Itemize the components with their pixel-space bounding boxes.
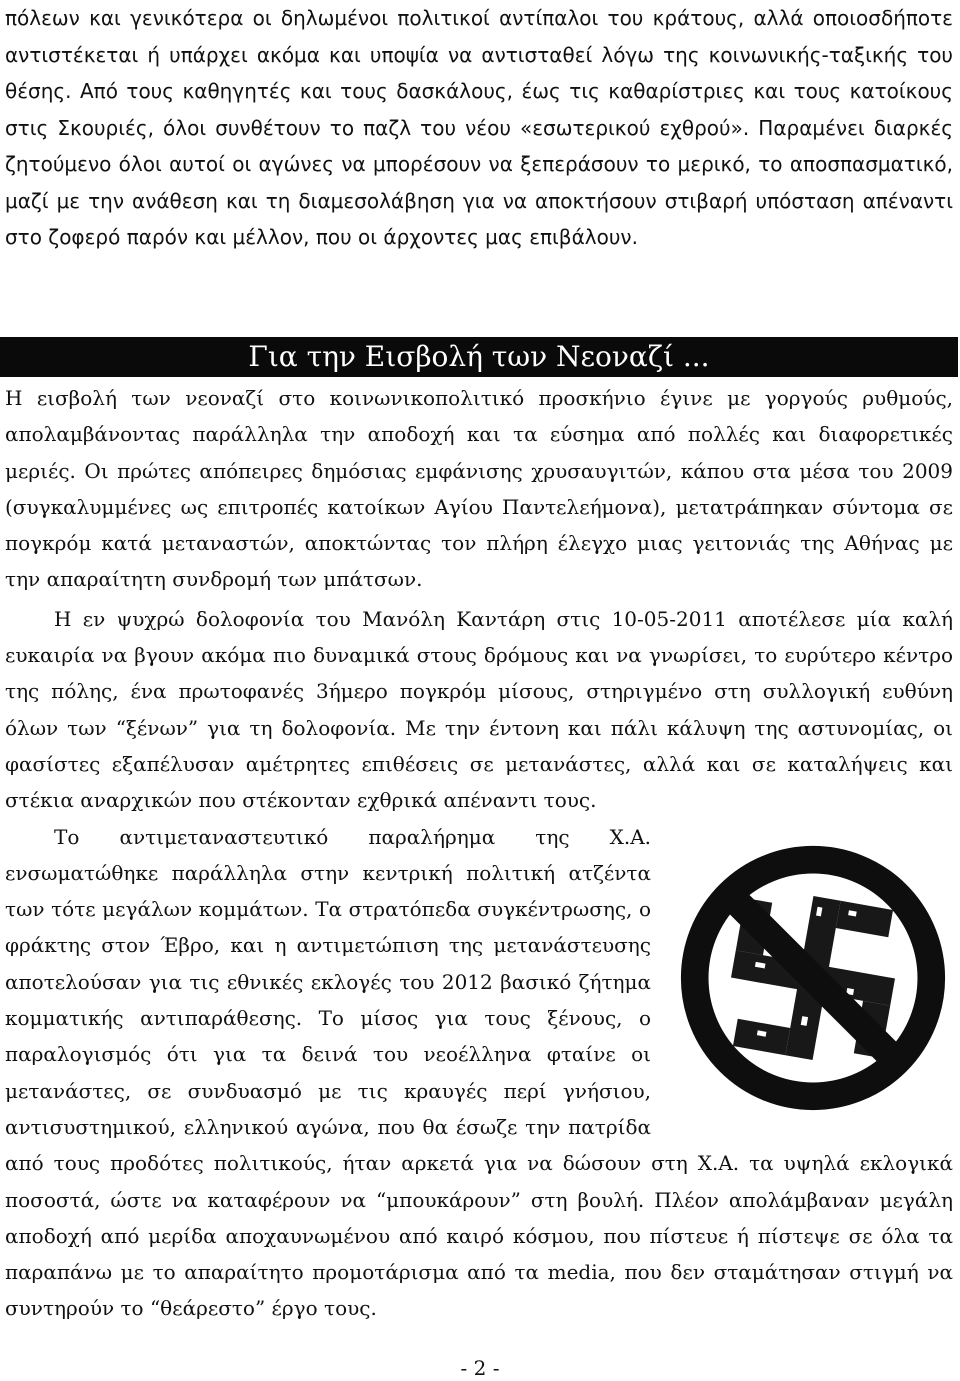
- section-body: [5, 380, 953, 1327]
- paragraph-agenda: Το αντιμεταναστευτικό παραλήρημα της Χ.Α. ενσωματώθηκε παράλληλα στην κεντρική πολιτική ατζέντα των τότε μεγάλων κομμάτων. Τα στρατόπεδα συγκέντρωσης, ο φράκτης στον Έβρο, και η αντιμετώπιση της μετανάστευσης αποτελούσαν για τις εθνικές εκλογές του 2012 βασικό ζήτημα κομματικής αντιπαράθεσης. Το μίσος για τους ξένους, ο παραλογισμός ότι για τα δεινά του νεοέλληνα φταίνε οι μετανάστες, σε συνδυασμό με τις κραυγές περί γνήσιου, αντισυστημικού, ελληνικού αγώνα, που θα έσωζε την πατρίδα από τους προδότες πολιτικούς, ήταν αρκετά για να δώσουν στη Χ.Α. τα υψηλά εκλογικά ποσοστά, ώστε να καταφέρουν να “μπουκάρουν” στη βουλή. Πλέον απολάμβαναν μεγάλη αποδοχή από μερίδα αποχαυνωμένου από καιρό κόσμου, που πίστευε ή πίστεψε σε όλα τα παραπάνω με το απαραίτητο προμοτάρισμα από τα media, που δεν σταμάτησαν στιγμή να συντηρούν το “θεάρεστο” έργο τους.: [5, 824, 953, 1321]
- section-heading: Για την Εισβολή των Νεοναζί ...: [0, 337, 958, 377]
- figure: [673, 823, 953, 1133]
- page-number: - 2 -: [460, 1356, 500, 1380]
- paragraph-invasion: Η εισβολή των νεοναζί στο κοινωνικοπολιτικό προσκήνιο έγινε με γοργούς ρυθμούς, απολαμβάνοντας παράλληλα την αποδοχή και τα εύσημα από πολλές και διαφορετικές μεριές. Οι πρώτες απόπειρες δημόσιας εμφάνισης χρυσαυγιτών, κάπου στα μέσα του 2009 (συγκαλυμμένες ως επιτροπές κατοίκων Αγίου Παντελεήμονα), μετατράπηκαν σύντομα σε πογκρόμ κατά μεταναστών, αποκτώντας τον πλήρη έλεγχο μιας γειτονιάς της Αθήνας με την απαραίτητη συνδρομή των μπάτσων.: [5, 386, 953, 592]
- intro-paragraph: πόλεων και γενικότερα οι δηλωμένοι πολιτικοί αντίπαλοι του κράτους, αλλά οποιοσδήποτε αντιστέκεται ή υπάρχει ακόμα και υποψία να αντισταθεί λόγω της κοινωνικής-ταξικής του θέσης. Από τους καθηγητές και τους δασκάλους, έως τις καθαρίστριες και τους κατοίκους στις Σκουριές, όλοι συνθέτουν το παζλ του νέου «εσωτερικού εχθρού». Παραμένει διαρκές ζητούμενο όλοι αυτοί οι αγώνες να μπορέσουν να ξεπεράσουν το μερικό, το αποσπασματικό, μαζί με την ανάθεση και τη διαμεσολάβηση για να αποκτήσουν στιβαρή υπόσταση απέναντι στο ζοφερό παρόν και μέλλον, που οι άρχοντες μας επιβάλουν.: [5, 6, 953, 249]
- paragraph-kantaris: Η εν ψυχρώ δολοφονία του Μανόλη Καντάρη στις 10-05-2011 αποτέλεσε μία καλή ευκαιρία να βγουν ακόμα πιο δυναμικά στους δρόμους και να γνωρίσει, το ευρύτερο κέντρο της πόλης, ένα πρωτοφανές 3ήμερο πογκρόμ μίσους, στηριγμένο στη συλλογική ευθύνη όλων των “ξένων” για τη δολοφονία. Με την έντονη και πάλι κάλυψη της αστυνομίας, οι φασίστες εξαπέλυσαν αμέτρητες επιθέσεις σε μετανάστες, αλλά και σε καταλήψεις και στέκια αναρχικών που στέκονταν εχθρικά απέναντι τους.: [5, 606, 953, 813]
- crossed-out-swastika-icon: [675, 840, 951, 1116]
